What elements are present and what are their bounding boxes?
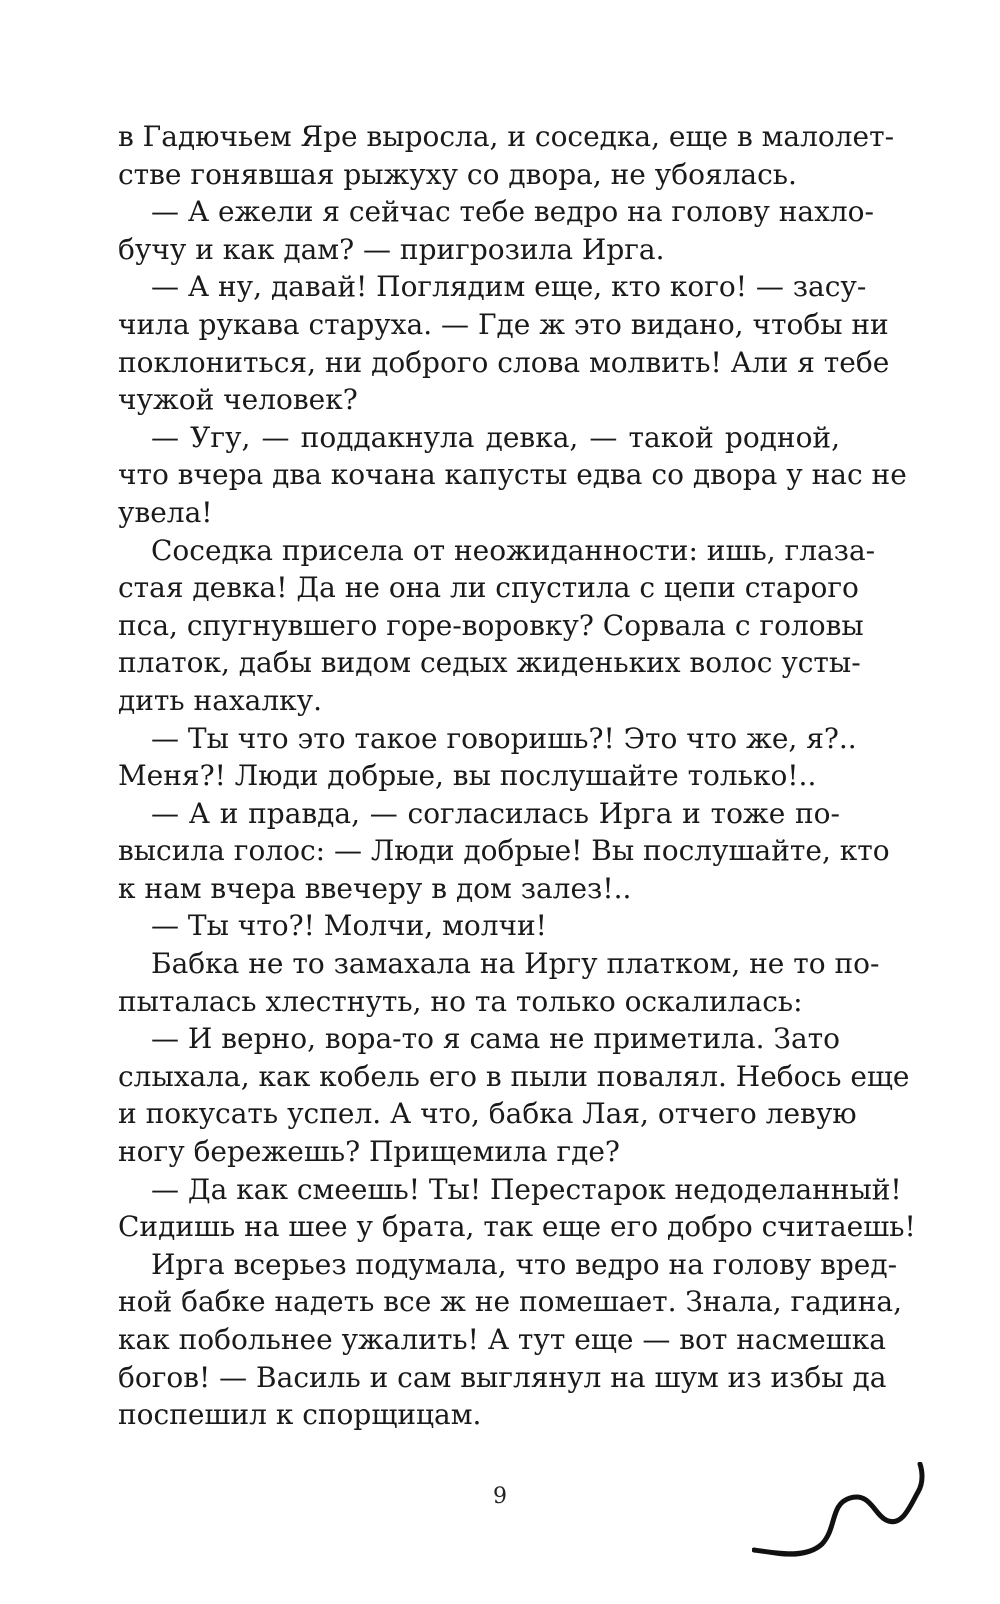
text-line: Бабка не то замахала на Иргу платком, не то по- xyxy=(151,947,880,981)
text-line: — А и правда, — согласилась Ирга и тоже по- xyxy=(151,796,840,830)
text-line: поклониться, ни доброго слова молвить! Али я тебе xyxy=(118,345,890,379)
page-number: 9 xyxy=(493,1484,507,1509)
text-line: Соседка присела от неожиданности: ишь, глаза- xyxy=(151,533,876,567)
text-line: бучу и как дам? — пригрозила Ирга. xyxy=(118,232,665,266)
text-line: Меня?! Люди добрые, вы послушайте только!.. xyxy=(118,759,817,793)
text-line: — Ты что?! Молчи, молчи! xyxy=(151,909,547,943)
text-line: чила рукава старуха. — Где ж это видано, чтобы ни xyxy=(118,307,889,341)
swash-ornament-icon xyxy=(752,1462,982,1572)
text-line: богов! — Василь и сам выглянул на шум из избы да xyxy=(118,1360,887,1394)
text-line: ногу бережешь? Прищемила где? xyxy=(118,1135,620,1169)
text-line: чужой человек? xyxy=(118,383,358,417)
text-line: и покусать успел. А что, бабка Лая, отчего левую xyxy=(118,1097,857,1131)
text-line: — Угу, — поддакнула девка, — такой родной, xyxy=(151,420,840,454)
text-line: стве гонявшая рыжуху со двора, не убоялась. xyxy=(118,157,797,191)
text-line: платок, дабы видом седых жиденьких волос усты- xyxy=(118,646,861,680)
body-text xyxy=(118,118,916,1434)
text-line: ной бабке надеть все ж не помешает. Знала, гадина, xyxy=(118,1285,903,1319)
text-line: как побольнее ужалить! А тут еще — вот насмешка xyxy=(118,1323,886,1356)
text-line: поспешил к спорщицам. xyxy=(118,1398,482,1432)
text-line: что вчера два кочана капусты едва со двора у нас не xyxy=(118,458,907,492)
text-line: — И верно, вора-то я сама не приметила. Зато xyxy=(151,1022,840,1056)
text-line: слыхала, как кобель его в пыли повалял. Небось еще xyxy=(118,1059,910,1093)
text-line: — А ну, давай! Поглядим еще, кто кого! — засу- xyxy=(151,270,867,304)
text-line: — А ежели я сейчас тебе ведро на голову нахло- xyxy=(151,195,874,229)
text-line: Ирга всерьез подумала, что ведро на голову вред- xyxy=(151,1247,898,1281)
text-line: в Гадючьем Яре выросла, и соседка, еще в малолет- xyxy=(118,120,895,153)
text-line: увела! xyxy=(118,495,213,529)
text-line: пыталась хлестнуть, но та только оскалилась: xyxy=(118,984,803,1018)
text-line: дить нахалку. xyxy=(118,683,323,717)
text-line: к нам вчера ввечеру в дом залез!.. xyxy=(118,871,632,905)
text-line: — Ты что это такое говоришь?! Это что же, я?.. xyxy=(151,721,857,755)
text-line: пса, спугнувшего горе-воровку? Сорвала с головы xyxy=(118,608,864,642)
text-line: Сидишь на шее у брата, так еще его добро считаешь! xyxy=(118,1210,916,1244)
text-line: стая девка! Да не она ли спустила с цепи старого xyxy=(118,571,859,605)
text-line: высила голос: — Люди добрые! Вы послушайте, кто xyxy=(118,834,890,868)
text-line: — Да как смеешь! Ты! Перестарок недоделанный! xyxy=(151,1172,902,1206)
